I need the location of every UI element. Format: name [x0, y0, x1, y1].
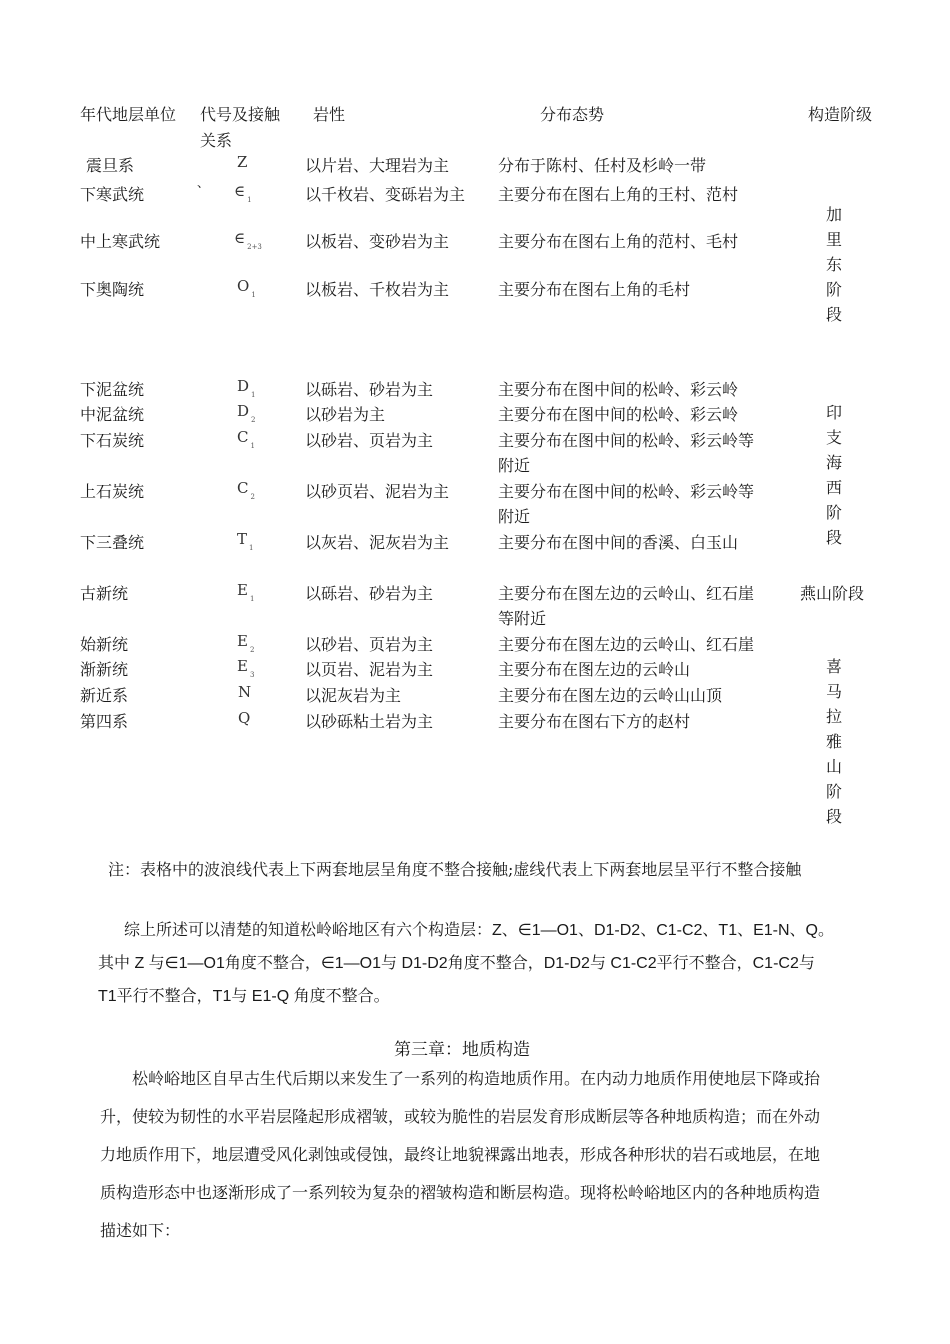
header-stage: 构造阶级	[808, 105, 873, 124]
row-unit: 渐新统	[80, 660, 129, 679]
row-unit: 下三叠统	[80, 533, 145, 552]
summary-line-1: 综上所述可以清楚的知道松岭峪地区有六个构造层：Z、∈1—O1、D1-D2、C1-C2、T1、E1-N、Q。	[124, 922, 834, 939]
row-distribution-cont: 附近	[498, 456, 531, 475]
row-lithology: 以砾岩、砂岩为主	[305, 380, 434, 399]
row-distribution: 主要分布在图左边的云岭山、红石崖	[498, 584, 755, 603]
chapter-line-5: 描述如下：	[100, 1221, 181, 1240]
header-code-line2: 关系	[200, 131, 233, 150]
chapter-line-3: 力地质作用下，地层遭受风化剥蚀或侵蚀，最终让地貌裸露出地表，形成各种形状的岩石或地层，在地	[100, 1145, 821, 1164]
row-lithology: 以砂岩为主	[305, 405, 386, 424]
stage-caledonian: 加里东阶段	[825, 205, 842, 324]
row-lithology: 以泥灰岩为主	[305, 686, 402, 705]
row-distribution: 主要分布在图中间的松岭、彩云岭	[498, 405, 739, 424]
row-lithology: 以砂岩、页岩为主	[305, 431, 434, 450]
row-unit: 下奥陶统	[80, 280, 145, 299]
stage-yanshan: 燕山阶段	[800, 584, 865, 603]
row-code: D $_1$	[237, 377, 256, 399]
row-distribution: 主要分布在图左边的云岭山、红石崖	[498, 635, 755, 654]
row-lithology: 以千枚岩、变砾岩为主	[305, 185, 466, 204]
row-unit: 下泥盆统	[80, 380, 145, 399]
chapter-line-1: 松岭峪地区自早古生代后期以来发生了一系列的构造地质作用。在内动力地质作用使地层下降或抬	[132, 1069, 821, 1088]
row-unit: 第四系	[80, 712, 129, 731]
row-distribution: 主要分布在图中间的松岭、彩云岭	[498, 380, 739, 399]
row-code: Q	[238, 709, 251, 727]
row-distribution: 主要分布在图左边的云岭山	[498, 660, 691, 679]
row-unit: 新近系	[80, 686, 129, 705]
row-code: D $_2$	[237, 402, 256, 424]
summary-line-3: T1平行不整合，T1与 E1-Q 角度不整合。	[98, 988, 390, 1005]
row-distribution-cont: 附近	[498, 507, 531, 526]
row-code: C $_2$	[237, 479, 255, 501]
summary-line-2: 其中 Z 与∈1—O1角度不整合，∈1—O1与 D1-D2角度不整合，D1-D2与 C1-C2平行不整合，C1-C2与	[98, 955, 815, 972]
row-code: Z	[237, 153, 248, 171]
row-unit: 中上寒武统	[80, 232, 161, 251]
row-lithology: 以页岩、泥岩为主	[305, 660, 434, 679]
row-unit: 中泥盆统	[80, 405, 145, 424]
stage-himalayan: 喜马拉雅山阶段	[825, 657, 842, 826]
row-unit: 古新统	[80, 584, 129, 603]
row-lithology: 以灰岩、泥灰岩为主	[305, 533, 450, 552]
table-note: 注：表格中的波浪线代表上下两套地层呈角度不整合接触;虚线代表上下两套地层呈平行不整合接触	[108, 860, 802, 879]
chapter-line-4: 质构造形态中也逐渐形成了一系列较为复杂的褶皱构造和断层构造。现将松岭峪地区内的各种地质构造	[100, 1183, 821, 1202]
row-distribution: 分布于陈村、任村及杉岭一带	[498, 156, 707, 175]
row-code: ∈ $_1$	[234, 182, 252, 204]
header-distribution: 分布态势	[540, 105, 605, 124]
row-lithology: 以砾岩、砂岩为主	[305, 584, 434, 603]
chapter-title: 第三章：地质构造	[394, 1040, 530, 1060]
row-code: E $_1$	[237, 581, 255, 603]
row-lithology: 以砂页岩、泥岩为主	[305, 482, 450, 501]
row-distribution: 主要分布在图左边的云岭山山顶	[498, 686, 723, 705]
row-code: C $_1$	[237, 428, 255, 450]
row-code: ∈ $_{2+3}$	[234, 229, 262, 251]
row-unit: 始新统	[80, 635, 129, 654]
row-unit: 上石炭统	[80, 482, 145, 501]
row-unit: 下寒武统	[80, 185, 145, 204]
row-unit: 下石炭统	[80, 431, 145, 450]
row-code: O $_1$	[237, 277, 256, 299]
row-lithology: 以砂砾粘土岩为主	[305, 712, 434, 731]
header-unit: 年代地层单位	[80, 105, 177, 124]
row-distribution: 主要分布在图右下方的赵村	[498, 712, 691, 731]
row-distribution: 主要分布在图中间的香溪、白玉山	[498, 533, 739, 552]
row-code: E $_3$	[237, 657, 255, 679]
row-code: T $_1$	[237, 530, 254, 552]
chapter-line-2: 升，使较为韧性的水平岩层隆起形成褶皱，或较为脆性的岩层发育形成断层等各种地质构造；而在外动	[100, 1107, 821, 1126]
row-distribution: 主要分布在图右上角的毛村	[498, 280, 691, 299]
row-unit: 震旦系	[86, 156, 135, 175]
row-lithology: 以片岩、大理岩为主	[305, 156, 450, 175]
row-lithology: 以板岩、变砂岩为主	[305, 232, 450, 251]
header-code: 代号及接触	[200, 105, 281, 124]
row-distribution: 主要分布在图右上角的王村、范村	[498, 185, 739, 204]
stage-indosinian: 印支海西阶段	[825, 403, 842, 547]
row-lithology: 以板岩、千枚岩为主	[305, 280, 450, 299]
tick-mark: 、	[197, 176, 210, 190]
row-code: N	[238, 683, 252, 701]
row-distribution-cont: 等附近	[498, 609, 547, 628]
row-lithology: 以砂岩、页岩为主	[305, 635, 434, 654]
header-lithology: 岩性	[313, 105, 346, 124]
row-distribution: 主要分布在图右上角的范村、毛村	[498, 232, 739, 251]
row-code: E $_2$	[237, 632, 255, 654]
row-distribution: 主要分布在图中间的松岭、彩云岭等	[498, 431, 755, 450]
row-distribution: 主要分布在图中间的松岭、彩云岭等	[498, 482, 755, 501]
